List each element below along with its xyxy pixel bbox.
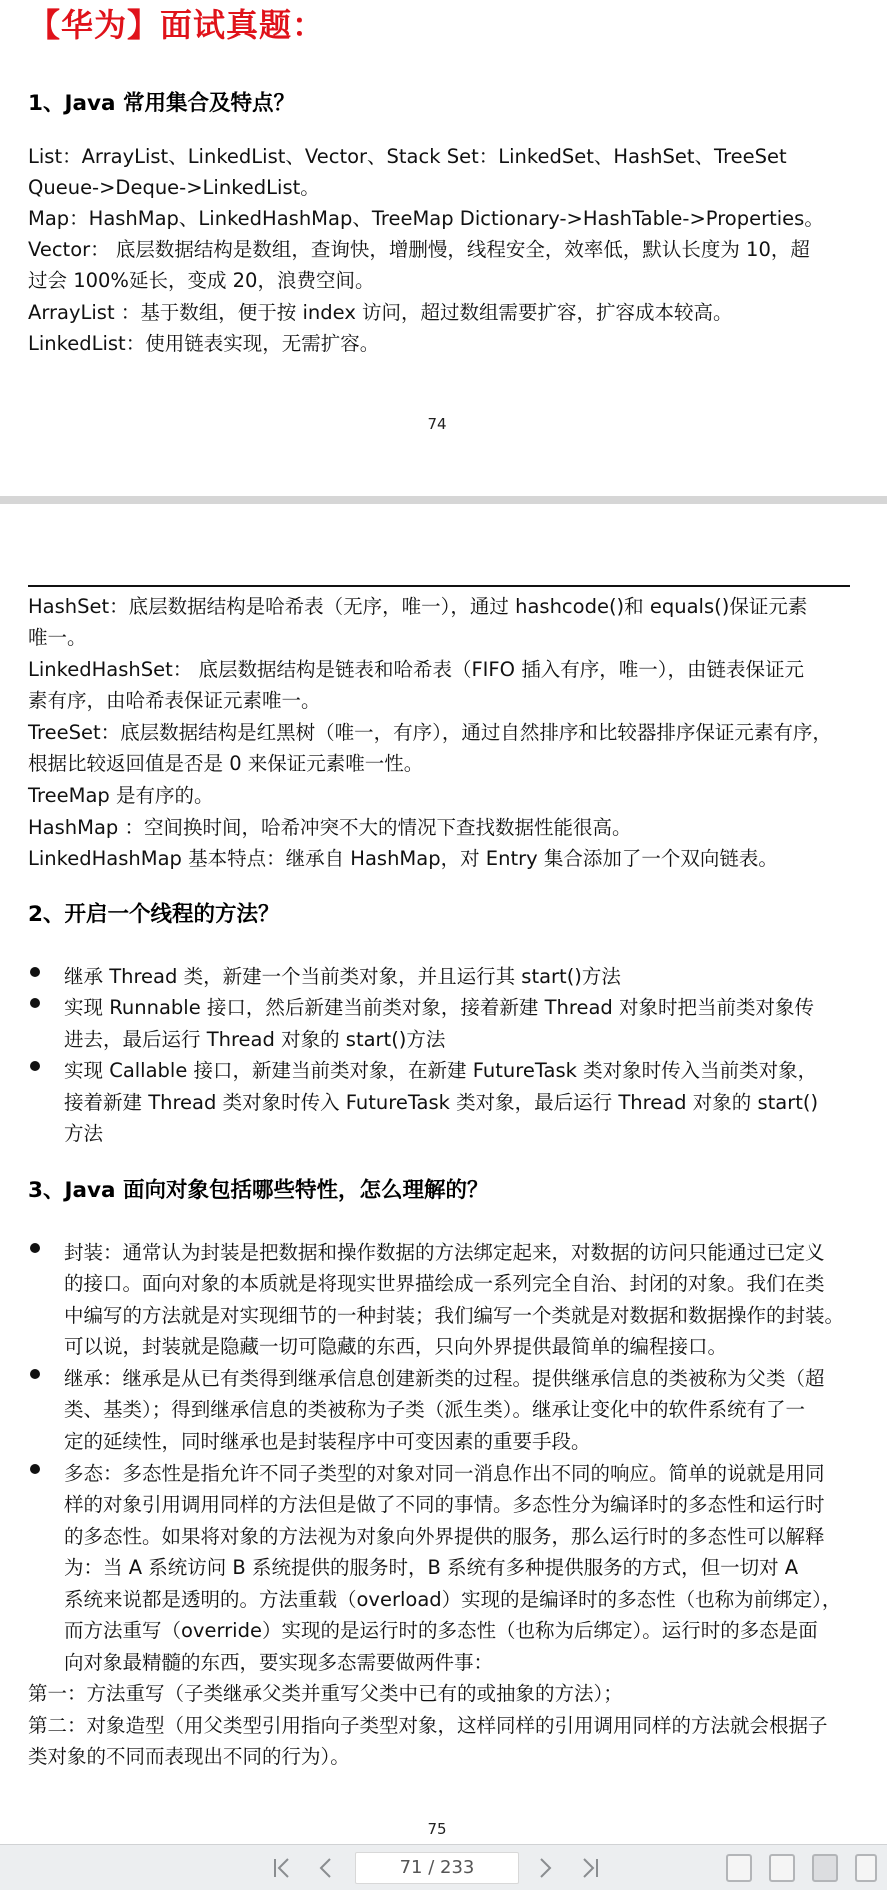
- text-line: HashSet：底层数据结构是哈希表（无序，唯一），通过 hashcode()和 equals()保证元素: [28, 595, 808, 618]
- text-line: HashMap ：空间换时间，哈希冲突不大的情况下查找数据性能很高。: [28, 816, 632, 839]
- list-item: 可以说，封装就是隐藏一切可隐藏的东西，只向外界提供最简单的编程接口。: [64, 1335, 728, 1358]
- bullet-icon: [28, 994, 42, 1008]
- bullet-icon: [28, 963, 42, 977]
- first-page-icon: [268, 1853, 298, 1883]
- text-line: LinkedHashMap 基本特点：继承自 HashMap，对 Entry 集合添加了一个双向链表。: [28, 847, 778, 870]
- page-separator: [0, 496, 887, 504]
- bullet-icon: [28, 1057, 42, 1071]
- list-item: 而方法重写（override）实现的是运行时的多态性（也称为后绑定）。运行时的多态是面: [64, 1619, 818, 1642]
- list-item: 类、基类）；得到继承信息的类被称为子类（派生类）。继承让变化中的软件系统有了一: [64, 1398, 806, 1421]
- list-item: 系统来说都是透明的。方法重载（overload）实现的是编译时的多态性（也称为前绑定），: [64, 1588, 842, 1611]
- text-line: LinkedList：使用链表实现，无需扩容。: [28, 332, 380, 355]
- list-item: 的多态性。如果将对象的方法视为对象向外界提供的服务，那么运行时的多态性可以解释: [64, 1525, 825, 1548]
- document-page-74: [0, 0, 887, 496]
- text-line: Map：HashMap、LinkedHashMap、TreeMap Dictionary->HashTable->Properties。: [28, 207, 824, 230]
- text-line: Queue->Deque->LinkedList。: [28, 176, 320, 199]
- text-line: 第一：方法重写（子类继承父类并重写父类中已有的或抽象的方法）；: [28, 1682, 623, 1705]
- last-page-icon: [574, 1853, 604, 1883]
- text-line: List：ArrayList、LinkedList、Vector、Stack Set：LinkedSet、HashSet、TreeSet: [28, 145, 787, 168]
- text-line: ArrayList ：基于数组，便于按 index 访问，超过数组需要扩容，扩容成本较高。: [28, 301, 733, 324]
- page-layout-icon[interactable]: [855, 1854, 877, 1882]
- list-item: 为：当 A 系统访问 B 系统提供的服务时，B 系统有多种提供服务的方式，但一切对 A: [64, 1556, 799, 1579]
- document-title: 【华为】面试真题：: [28, 6, 326, 44]
- first-page-button[interactable]: [268, 1853, 298, 1883]
- text-line: Vector： 底层数据结构是数组，查询快，增删慢，线程安全，效率低，默认长度为 10，超: [28, 238, 810, 261]
- list-item: 封装：通常认为封装是把数据和操作数据的方法绑定起来，对数据的访问只能通过已定义: [64, 1241, 825, 1264]
- list-item: 继承：继承是从已有类得到继承信息创建新类的过程。提供继承信息的类被称为父类（超: [64, 1367, 825, 1390]
- page-number: 75: [427, 1820, 447, 1838]
- text-line: TreeMap 是有序的。: [28, 784, 214, 807]
- bullet-icon: [28, 1239, 42, 1253]
- list-item: 进去，最后运行 Thread 对象的 start()方法: [64, 1028, 446, 1051]
- bullet-icon: [28, 1365, 42, 1379]
- page-number: 74: [427, 415, 447, 433]
- text-line: 唯一。: [28, 626, 87, 649]
- text-line: 过会 100%延长，变成 20，浪费空间。: [28, 269, 375, 292]
- fit-page-icon[interactable]: [769, 1854, 795, 1882]
- last-page-button[interactable]: [574, 1853, 604, 1883]
- text-line: TreeSet：底层数据结构是红黑树（唯一，有序），通过自然排序和比较器排序保证元素有序，: [28, 721, 832, 744]
- list-item: 多态：多态性是指允许不同子类型的对象对同一消息作出不同的响应。简单的说就是用同: [64, 1462, 825, 1485]
- text-line: 第二：对象造型（用父类型引用指向子类型对象，这样同样的引用调用同样的方法就会根据子: [28, 1714, 828, 1737]
- prev-page-icon: [311, 1853, 341, 1883]
- fit-width-icon[interactable]: [812, 1854, 838, 1882]
- section-1-heading: 1、Java 常用集合及特点？: [28, 91, 295, 116]
- list-item: 方法: [64, 1122, 104, 1145]
- next-page-button[interactable]: [530, 1853, 560, 1883]
- list-item: 接着新建 Thread 类对象时传入 FutureTask 类对象，最后运行 Thread 对象的 start(): [64, 1091, 819, 1114]
- bullet-icon: [28, 1460, 42, 1474]
- list-item: 定的延续性，同时继承也是封装程序中可变因素的重要手段。: [64, 1430, 591, 1453]
- next-page-icon: [530, 1853, 560, 1883]
- section-3-heading: 3、Java 面向对象包括哪些特性，怎么理解的？: [28, 1178, 489, 1203]
- prev-page-button[interactable]: [311, 1853, 341, 1883]
- list-item: 的接口。面向对象的本质就是将现实世界描绘成一系列完全自治、封闭的对象。我们在类: [64, 1272, 825, 1295]
- section-2-heading: 2、开启一个线程的方法？: [28, 902, 280, 927]
- list-item: 样的对象引用调用同样的方法但是做了不同的事情。多态性分为编译时的多态性和运行时: [64, 1493, 825, 1516]
- list-item: 实现 Runnable 接口，然后新建当前类对象，接着新建 Thread 对象时把当前类对象传: [64, 996, 814, 1019]
- text-line: LinkedHashSet： 底层数据结构是链表和哈希表（FIFO 插入有序，唯一），由链表保证元: [28, 658, 804, 681]
- actual-size-icon[interactable]: [726, 1854, 752, 1882]
- text-line: 类对象的不同而表现出不同的行为）。: [28, 1745, 350, 1768]
- list-item: 向对象最精髓的东西，要实现多态需要做两件事：: [64, 1651, 494, 1674]
- document-page-75: [0, 504, 887, 1844]
- list-item: 实现 Callable 接口，新建当前类对象，在新建 FutureTask 类对象时传入当前类对象，: [64, 1059, 818, 1082]
- pdf-viewer-toolbar: [0, 1844, 887, 1890]
- list-item: 中编写的方法就是对实现细节的一种封装；我们编写一个类就是对数据和数据操作的封装。: [64, 1304, 845, 1327]
- page-number-input[interactable]: 71 / 233: [355, 1852, 519, 1884]
- header-rule: [28, 585, 850, 587]
- list-item: 继承 Thread 类，新建一个当前类对象，并且运行其 start()方法: [64, 965, 621, 988]
- text-line: 素有序，由哈希表保证元素唯一。: [28, 689, 321, 712]
- text-line: 根据比较返回值是否是 0 来保证元素唯一性。: [28, 752, 424, 775]
